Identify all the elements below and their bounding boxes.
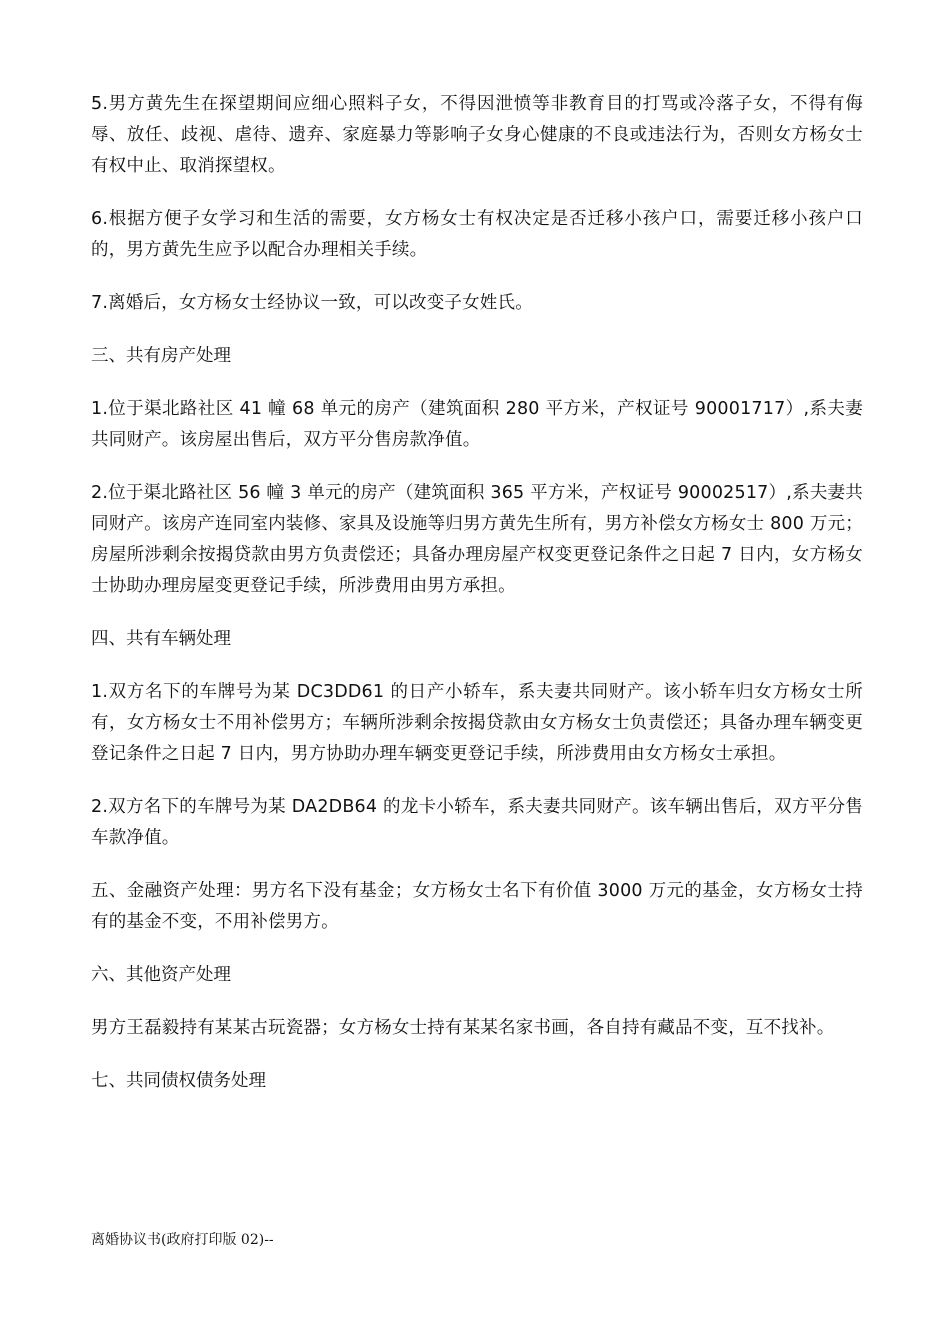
clause-5-visitation-conduct: 5.男方黄先生在探望期间应细心照料子女，不得因泄愤等非教育目的打骂或冷落子女，不得有侮辱、放任、歧视、虐待、遗弃、家庭暴力等影响子女身心健康的不良或违法行为，否则女方杨女士有权中止、取消探望权。 — [91, 94, 863, 176]
section-heading-debts: 七、共同债权债务处理 — [91, 1071, 266, 1091]
other-assets-clause: 男方王磊毅持有某某古玩瓷器；女方杨女士持有某某名家书画，各自持有藏品不变，互不找补。 — [91, 1018, 835, 1038]
clause-7-surname-change: 7.离婚后，女方杨女士经协议一致，可以改变子女姓氏。 — [91, 293, 533, 313]
section-heading-other-assets: 六、其他资产处理 — [91, 965, 231, 985]
document-body — [91, 89, 863, 1119]
page-footer: 离婚协议书(政府打印版 02)-- — [91, 1232, 274, 1248]
vehicle-clause-2: 2.双方名下的车牌号为某 DA2DB64 的龙卡小轿车，系夫妻共同财产。该车辆出售后，双方平分售车款净值。 — [91, 797, 863, 848]
section-heading-vehicles: 四、共有车辆处理 — [91, 629, 231, 649]
section-heading-property: 三、共有房产处理 — [91, 346, 231, 366]
property-clause-1: 1.位于渠北路社区 41 幢 68 单元的房产（建筑面积 280 平方米，产权证号 90001717）,系夫妻共同财产。该房屋出售后，双方平分售房款净值。 — [91, 399, 863, 450]
section-financial-assets: 五、金融资产处理：男方名下没有基金；女方杨女士名下有价值 3000 万元的基金，女方杨女士持有的基金不变，不用补偿男方。 — [91, 881, 863, 932]
property-clause-2: 2.位于渠北路社区 56 幢 3 单元的房产（建筑面积 365 平方米，产权证号 90002517）,系夫妻共同财产。该房产连同室内装修、家具及设施等归男方黄先生所有，男方补偿女方杨女士 800 万元；房屋所涉剩余按揭贷款由男方负责偿还；具备办理房屋产权变更登记条件之日起 7 日内，女方杨女士协助办理房屋变更登记手续，所涉费用由男方承担。 — [91, 483, 863, 596]
vehicle-clause-1: 1.双方名下的车牌号为某 DC3DD61 的日产小轿车，系夫妻共同财产。该小轿车归女方杨女士所有，女方杨女士不用补偿男方；车辆所涉剩余按揭贷款由女方杨女士负责偿还；具备办理车辆变更登记条件之日起 7 日内，男方协助办理车辆变更登记手续，所涉费用由女方杨女士承担。 — [91, 682, 863, 764]
clause-6-household-registration: 6.根据方便子女学习和生活的需要，女方杨女士有权决定是否迁移小孩户口，需要迁移小孩户口的，男方黄先生应予以配合办理相关手续。 — [91, 209, 863, 260]
